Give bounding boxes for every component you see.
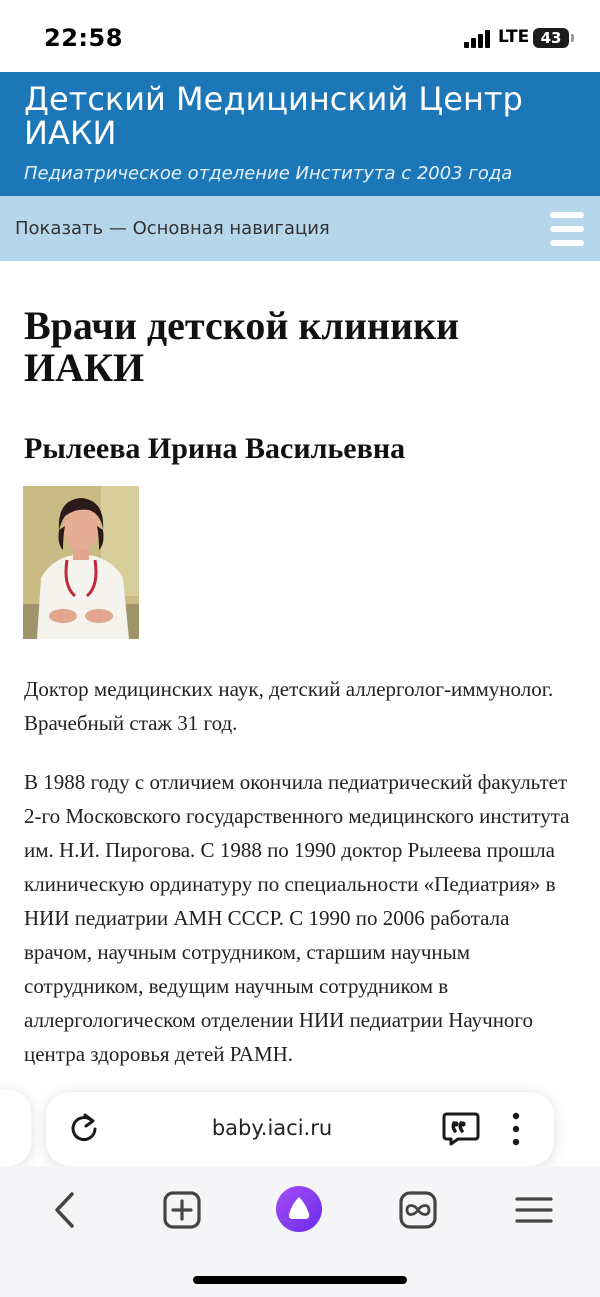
quote-icon[interactable] <box>442 1112 480 1146</box>
plus-square-icon[interactable] <box>160 1188 204 1232</box>
previous-tab-pill[interactable] <box>0 1090 31 1166</box>
signal-icon <box>464 30 492 48</box>
tabs-icon[interactable] <box>396 1188 440 1232</box>
battery-icon: 43 <box>533 28 569 48</box>
page-title: Врачи детской клиники ИАКИ <box>24 303 460 390</box>
site-title[interactable]: Детский Медицинский Центр ИАКИ <box>24 80 523 152</box>
home-indicator[interactable] <box>193 1276 407 1284</box>
chevron-left-icon[interactable] <box>43 1188 87 1232</box>
url-text[interactable]: baby.iaci.ru <box>211 1116 333 1140</box>
reload-icon[interactable] <box>68 1112 100 1144</box>
site-header <box>0 72 600 196</box>
hamburger-menu-icon[interactable] <box>512 1188 556 1232</box>
more-vertical-icon[interactable] <box>508 1112 524 1146</box>
hamburger-menu-icon[interactable] <box>550 212 586 246</box>
doctor-summary: Доктор медицинских наук, детский аллерголог-иммунолог. Врачебный стаж 31 год. <box>24 677 554 735</box>
alice-assistant-icon[interactable] <box>274 1184 324 1234</box>
status-time: 22:58 <box>44 24 123 52</box>
doctor-name: Рылеева Ирина Васильевна <box>24 432 406 465</box>
doctor-biography: В 1988 году с отличием окончила педиатрический факультет 2-го Московского государственного медицинского института им. Н.И. Пирогова. С 1988 по 1990 доктор Рылеева прошла клиническую ординатуру по специальности «Педиатрия» в НИИ педиатрии АМН СССР. С 1990 по 2006 работала врачом, научным сотрудником, старшим научным сотрудником, ведущим научным сотрудником в аллергологическом отделении НИИ педиатрии Научного центра здоровья детей РАМН. <box>24 770 570 1066</box>
site-subtitle: Педиатрическое отделение Института с 2003 года <box>24 163 513 184</box>
nav-toggle-label[interactable]: Показать — Основная навигация <box>15 218 330 239</box>
battery-tip <box>571 34 574 42</box>
main-nav-toggle[interactable] <box>0 196 600 261</box>
doctor-photo <box>23 486 139 639</box>
network-type: LTE <box>498 27 530 47</box>
status-bar <box>0 0 600 72</box>
